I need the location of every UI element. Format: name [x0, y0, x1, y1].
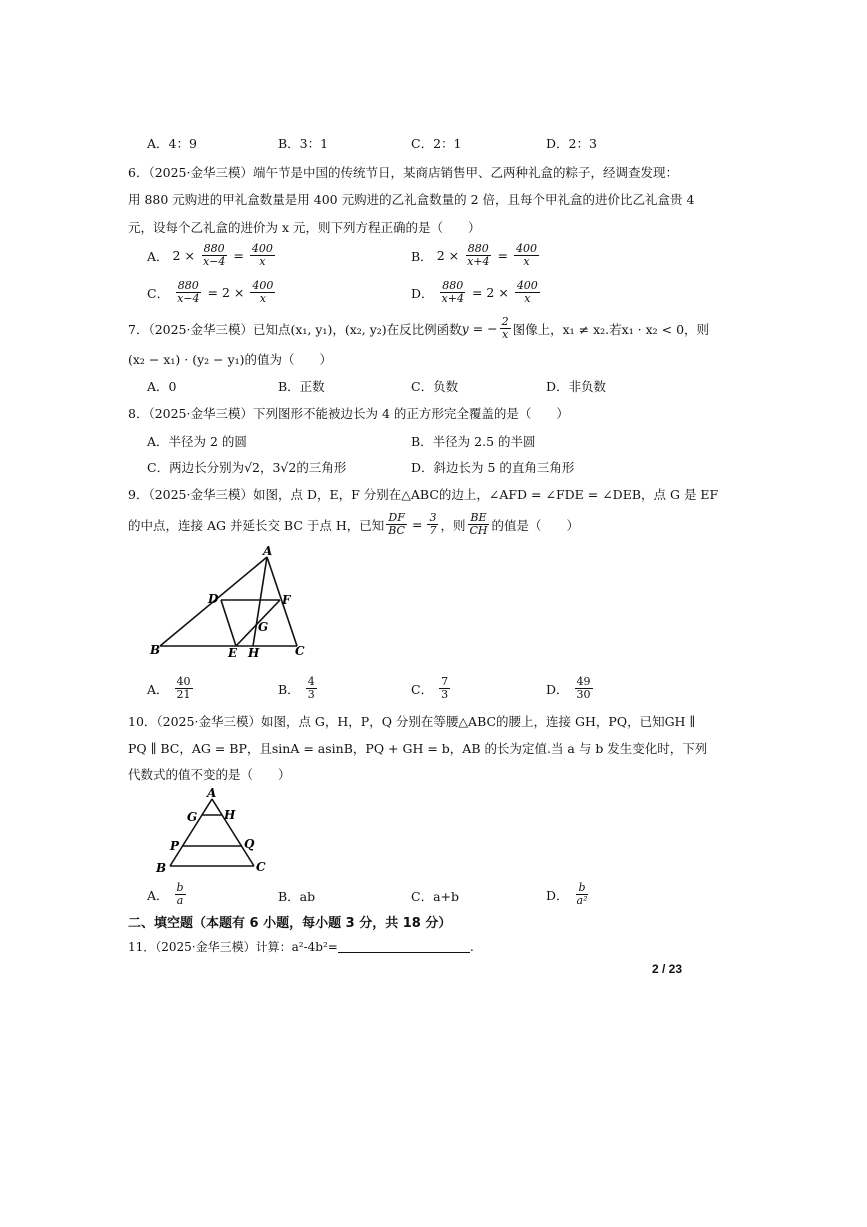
q10-label-g: G	[187, 810, 198, 824]
q8-option-b: B．半径为 2.5 的半圆	[411, 434, 536, 449]
q10-label-q: Q	[244, 837, 255, 851]
q8-option-a: A．半径为 2 的圆	[147, 434, 247, 449]
q9-label-h: H	[248, 646, 260, 660]
q10-label-h: H	[224, 808, 236, 822]
q10-triangle-figure	[150, 785, 275, 877]
q6-stem-line1: 6．（2025·金华三模）端午节是中国的传统节日，某商店销售甲、乙两种礼盒的粽子，经调查发现：	[128, 165, 678, 180]
q7-stem-line2: (x₂ − x₁) · (y₂ − y₁)的值为（ ）	[128, 352, 333, 367]
q9-option-c: C． $\frac{7}{3}$	[411, 675, 449, 701]
q9-option-a: A． $\frac{40}{21}$	[147, 675, 191, 701]
q9-label-c: C	[295, 644, 305, 658]
q9-stem-line1: 9．（2025·金华三模）如图，点 D，E，F 分别在△ABC的边上，∠AFD = ∠FDE = ∠DEB，点 G 是 EF	[128, 487, 719, 502]
section-heading-fill-in-blank: 二、填空题（本题有 6 小题，每小题 3 分，共 18 分）	[128, 916, 452, 931]
q7-option-a: A．0	[147, 379, 177, 394]
q10-stem-line1: 10．（2025·金华三模）如图，点 G，H，P，Q 分别在等腰△ABC的腰上，连接 GH，PQ，已知GH ∥	[128, 714, 696, 729]
q5-option-c: C．2：1	[411, 136, 462, 151]
q9-triangle-figure	[145, 545, 315, 663]
q7-stem-line1: 7．（2025·金华三模）已知点(x₁, y₁)，(x₂, y₂)在反比例函数 y = − $\frac{2}{x}$ 图像上，x₁ ≠ x₂.若x₁ · x₂ < 0，则	[128, 315, 710, 341]
q7-option-c: C．负数	[411, 379, 459, 394]
q6-option-b: B． 2 × $\frac{880}{x+4}$ = $\frac{400}{x}$	[411, 242, 537, 268]
q6-option-d: D． $\frac{880}{x+4}$ = 2 × $\frac{400}{x}$	[411, 279, 538, 305]
q9-label-a: A	[263, 545, 273, 558]
q6-option-a: A． 2 × $\frac{880}{x-4}$ = $\frac{400}{x}$	[147, 242, 273, 268]
q7-option-d: D．非负数	[546, 379, 607, 394]
q5-option-a: A．4：9	[147, 136, 197, 151]
q10-label-b: B	[156, 861, 167, 875]
q9-label-b: B	[150, 643, 161, 657]
q10-option-b: B．ab	[278, 889, 316, 904]
q10-stem-line3: 代数式的值不变的是（ ）	[128, 767, 291, 782]
q10-option-d: D． $\frac{b}{\text{a²}}$	[546, 881, 588, 907]
q9-segment-de	[221, 600, 236, 646]
q9-option-d: D． $\frac{49}{30}$	[546, 675, 591, 701]
q9-label-e: E	[228, 646, 238, 660]
q9-label-d: D	[208, 592, 219, 606]
q10-label-c: C	[256, 860, 266, 874]
q10-label-p: P	[170, 839, 180, 853]
q7-option-b: B．正数	[278, 379, 325, 394]
q10-option-a: A． $\frac{b}{a}$	[147, 881, 184, 907]
q10-label-a: A	[207, 786, 217, 800]
q8-stem: 8．（2025·金华三模）下列图形不能被边长为 4 的正方形完全覆盖的是（ ）	[128, 406, 569, 421]
q8-option-c: C．两边长分别为√2，3√2的三角形	[147, 460, 347, 475]
q6-stem-line2: 用 880 元购进的甲礼盒数量是用 400 元购进的乙礼盒数量的 2 倍，且每个甲礼盒的进价比乙礼盒贵 4	[128, 192, 695, 207]
q10-option-c: C．a+b	[411, 889, 459, 904]
q9-label-f: F	[282, 593, 291, 607]
q9-stem-line2: 的中点，连接 AG 并延长交 BC 于点 H，已知 $\frac{DF}{BC}$ = $\frac{3}{7}$ ，则 $\frac{BE}{CH}$ 的值是（ ）	[128, 511, 580, 537]
q9-option-b: B． $\frac{4}{3}$	[278, 675, 315, 701]
q6-stem-line3: 元，设每个乙礼盒的进价为 x 元，则下列方程正确的是（ ）	[128, 220, 481, 235]
q6-option-c: C． $\frac{880}{x-4}$ = 2 × $\frac{400}{x}$	[147, 279, 274, 305]
q10-stem-line2: PQ ∥ BC，AG = BP，且sinA = asinB，PQ + GH = b，AB 的长为定值.当 a 与 b 发生变化时，下列	[128, 741, 708, 756]
q5-option-b: B．3：1	[278, 136, 329, 151]
page-number: 2 / 23	[652, 962, 683, 976]
q11-answer-blank[interactable]	[338, 940, 470, 953]
q11-stem: 11．（2025·金华三模）计算：a²-4b²= .	[128, 939, 474, 954]
q9-label-g: G	[258, 620, 269, 634]
q8-option-d: D．斜边长为 5 的直角三角形	[411, 460, 575, 475]
q5-option-d: D．2：3	[546, 136, 597, 151]
